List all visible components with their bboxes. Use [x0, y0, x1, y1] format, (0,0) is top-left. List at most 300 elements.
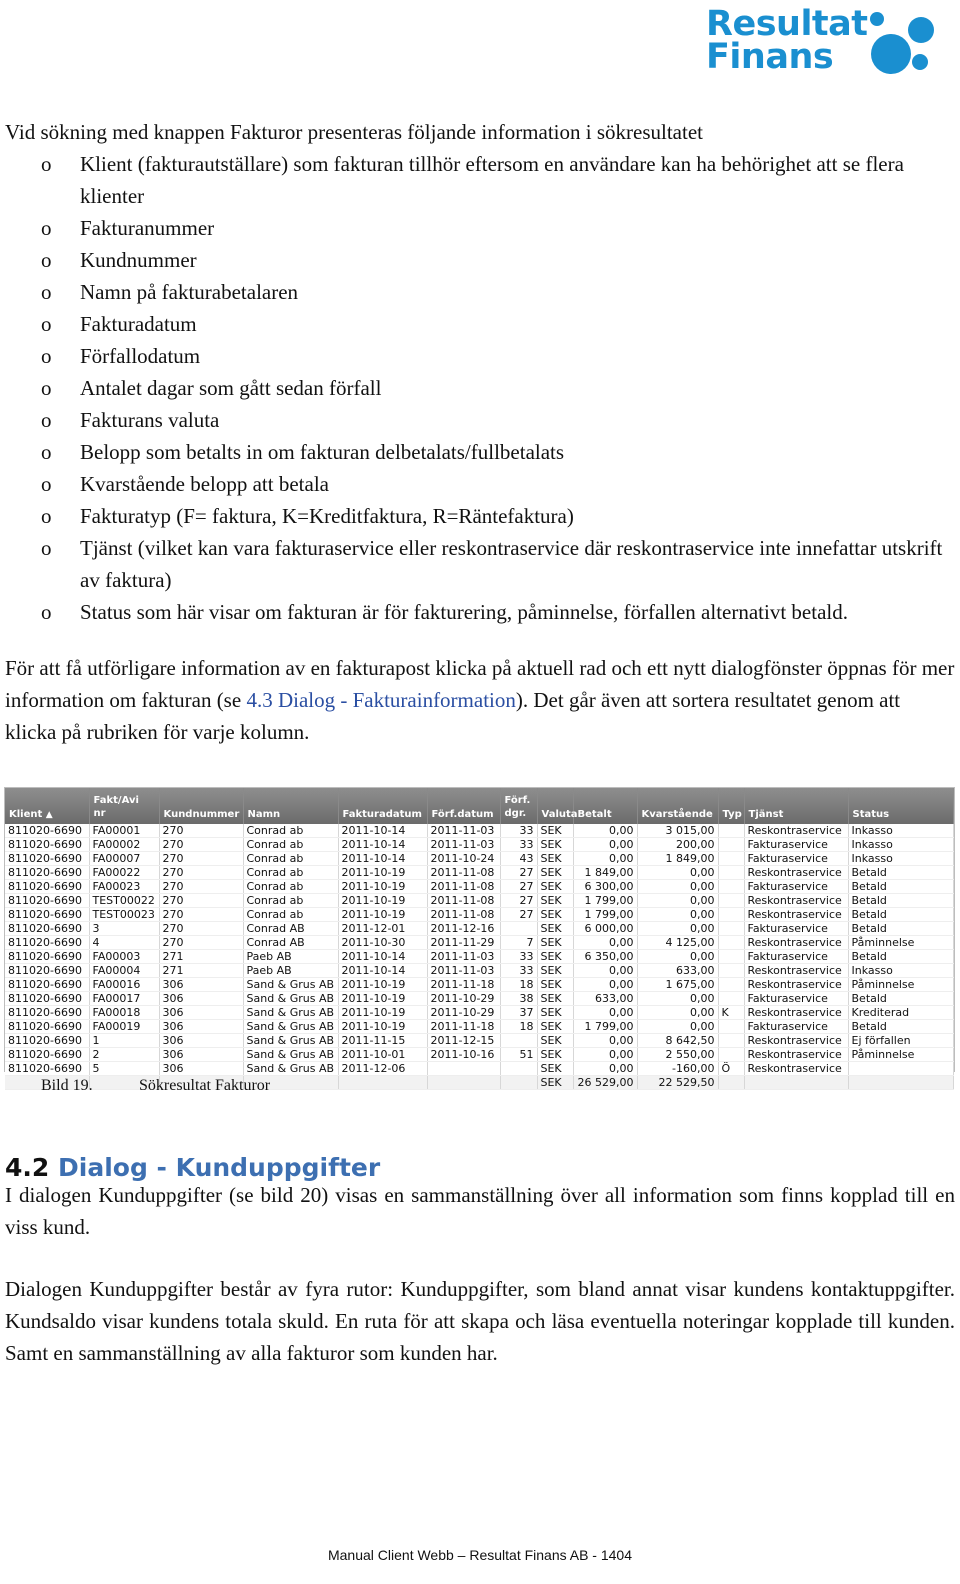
cell-valuta: SEK [537, 908, 573, 922]
cell-betalt: 6 300,00 [573, 880, 637, 894]
cell-forf-datum: 2011-12-16 [427, 922, 500, 936]
list-item-text: Fakturatyp (F= faktura, K=Kreditfaktura, R=Räntefaktura) [80, 504, 574, 528]
cell-forf-dgr [500, 1062, 537, 1076]
list-item [5, 340, 955, 372]
col-status-header[interactable]: Status [848, 788, 954, 824]
cell-tjanst: Reskontraservice [744, 1034, 848, 1048]
cell-tjanst: Fakturaservice [744, 1020, 848, 1034]
cell-namn: Conrad ab [243, 880, 338, 894]
cell-forf-dgr: 7 [500, 936, 537, 950]
cell-valuta: SEK [537, 1048, 573, 1062]
cell-valuta: SEK [537, 1034, 573, 1048]
table-row[interactable] [5, 1006, 954, 1020]
cell-fakturadatum: 2011-11-15 [338, 1034, 427, 1048]
cell-typ [718, 894, 744, 908]
cell-fakturadatum: 2011-10-14 [338, 950, 427, 964]
cell-valuta: SEK [537, 964, 573, 978]
cell-kvarstaende: 0,00 [637, 1020, 718, 1034]
cell-forf-dgr: 43 [500, 852, 537, 866]
cell-kundnummer: 306 [159, 1048, 243, 1062]
cell-kvarstaende: 0,00 [637, 908, 718, 922]
table-row[interactable] [5, 824, 954, 838]
col-betalt-header[interactable]: Betalt [573, 788, 637, 824]
sum-empty-cell [744, 1076, 848, 1090]
cell-kundnummer: 306 [159, 1006, 243, 1020]
cell-kundnummer: 306 [159, 978, 243, 992]
cell-namn: Paeb AB [243, 964, 338, 978]
cell-kvarstaende: 633,00 [637, 964, 718, 978]
cell-betalt: 1 799,00 [573, 894, 637, 908]
cell-typ [718, 936, 744, 950]
cell-klient: 811020-6690 [5, 978, 89, 992]
cell-forf-dgr: 27 [500, 880, 537, 894]
cell-kvarstaende: 2 550,00 [637, 1048, 718, 1062]
cell-klient: 811020-6690 [5, 1006, 89, 1020]
section-heading [5, 1153, 380, 1182]
cell-valuta: SEK [537, 1062, 573, 1076]
col-fakturadatum-header[interactable]: Fakturadatum [338, 788, 427, 824]
cell-forf-dgr: 37 [500, 1006, 537, 1020]
col-klient-header[interactable]: Klient ▲ [5, 788, 89, 824]
cell-betalt: 1 799,00 [573, 1020, 637, 1034]
cell-namn: Sand & Grus AB [243, 1034, 338, 1048]
para2-after: ). Det går även att sortera resultatet genom att klicka på rubriken för varje kolumn. [5, 688, 901, 744]
cell-forf-dgr: 27 [500, 894, 537, 908]
table-row[interactable] [5, 866, 954, 880]
bullet-marker: o [41, 376, 52, 400]
cell-klient: 811020-6690 [5, 1034, 89, 1048]
cell-fakturadatum: 2011-10-14 [338, 964, 427, 978]
list-item-text: Belopp som betalts in om fakturan delbetalats/fullbetalats [80, 440, 565, 464]
cell-betalt: 0,00 [573, 824, 637, 838]
cell-valuta: SEK [537, 1020, 573, 1034]
cell-tjanst: Reskontraservice [744, 866, 848, 880]
list-item [5, 148, 955, 212]
cell-forf-dgr: 27 [500, 908, 537, 922]
sum-empty-cell [338, 1076, 427, 1090]
cell-kundnummer: 306 [159, 992, 243, 1006]
cell-valuta: SEK [537, 992, 573, 1006]
cell-namn: Conrad AB [243, 922, 338, 936]
list-item-text: Kvarstående belopp att betala [80, 472, 329, 496]
cell-fakt-nr: FA00019 [89, 1020, 159, 1034]
cell-kvarstaende: 0,00 [637, 950, 718, 964]
cell-forf-datum: 2011-11-18 [427, 978, 500, 992]
sum-kvarstaende: 22 529,50 [637, 1076, 718, 1090]
cell-status: Betald [848, 950, 954, 964]
cell-valuta: SEK [537, 838, 573, 852]
cell-forf-datum [427, 1062, 500, 1076]
cell-typ [718, 1048, 744, 1062]
cell-tjanst: Fakturaservice [744, 880, 848, 894]
cell-tjanst: Reskontraservice [744, 894, 848, 908]
list-item [5, 468, 955, 500]
list-item-text: Fakturans valuta [80, 408, 220, 432]
table-row[interactable] [5, 1062, 954, 1076]
cell-klient: 811020-6690 [5, 908, 89, 922]
company-logo [706, 4, 938, 77]
cell-namn: Sand & Grus AB [243, 978, 338, 992]
cell-kvarstaende: 3 015,00 [637, 824, 718, 838]
cell-fakt-nr: TEST00023 [89, 908, 159, 922]
cell-status: Betald [848, 866, 954, 880]
cell-forf-dgr: 33 [500, 964, 537, 978]
sum-betalt: 26 529,00 [573, 1076, 637, 1090]
cell-valuta: SEK [537, 824, 573, 838]
cell-namn: Conrad AB [243, 936, 338, 950]
cell-status: Betald [848, 922, 954, 936]
cell-valuta: SEK [537, 950, 573, 964]
list-item-text: Status som här visar om fakturan är för fakturering, påminnelse, förfallen alternativt betald. [80, 600, 848, 624]
bullet-marker: o [41, 408, 52, 432]
cell-fakturadatum: 2011-10-19 [338, 978, 427, 992]
cell-namn: Conrad ab [243, 852, 338, 866]
logo-line-2: Finans [706, 37, 834, 77]
section-title: Dialog - Kunduppgifter [58, 1153, 381, 1182]
cell-tjanst: Reskontraservice [744, 1006, 848, 1020]
bullet-marker: o [41, 600, 52, 624]
cell-betalt: 0,00 [573, 852, 637, 866]
col-forfdatum-header[interactable]: Förf.datum [427, 788, 500, 824]
cell-typ [718, 1020, 744, 1034]
cell-namn: Conrad ab [243, 866, 338, 880]
cell-status: Påminnelse [848, 978, 954, 992]
cell-betalt: 0,00 [573, 936, 637, 950]
table-header-row [5, 788, 954, 824]
bullet-marker: o [41, 472, 52, 496]
cell-fakt-nr: 5 [89, 1062, 159, 1076]
bullet-marker: o [41, 440, 52, 464]
cell-kundnummer: 306 [159, 1020, 243, 1034]
cell-typ [718, 1034, 744, 1048]
cell-typ [718, 838, 744, 852]
bullet-marker: o [41, 152, 52, 176]
col-tjanst-header[interactable]: Tjänst [744, 788, 848, 824]
cell-klient: 811020-6690 [5, 880, 89, 894]
cell-fakt-nr: TEST00022 [89, 894, 159, 908]
cell-fakt-nr: FA00023 [89, 880, 159, 894]
cell-kvarstaende: 1 675,00 [637, 978, 718, 992]
cell-fakt-nr: 4 [89, 936, 159, 950]
cell-forf-datum: 2011-11-29 [427, 936, 500, 950]
cell-status: Ej förfallen [848, 1034, 954, 1048]
cell-tjanst: Reskontraservice [744, 978, 848, 992]
cell-kvarstaende: 0,00 [637, 866, 718, 880]
col-faktnr-header[interactable]: Fakt/Avi nr [89, 788, 159, 824]
table-row[interactable] [5, 1020, 954, 1034]
cell-betalt: 0,00 [573, 1034, 637, 1048]
cell-fakturadatum: 2011-10-01 [338, 1048, 427, 1062]
col-typ-header[interactable]: Typ [718, 788, 744, 824]
cell-typ: K [718, 1006, 744, 1020]
cell-tjanst: Fakturaservice [744, 852, 848, 866]
list-item-text: Fakturadatum [80, 312, 197, 336]
list-item [5, 212, 955, 244]
cell-betalt: 6 000,00 [573, 922, 637, 936]
sum-valuta: SEK [537, 1076, 573, 1090]
cell-status: Betald [848, 894, 954, 908]
cell-forf-datum: 2011-10-24 [427, 852, 500, 866]
cell-kundnummer: 270 [159, 824, 243, 838]
cell-fakturadatum: 2011-10-30 [338, 936, 427, 950]
cell-fakt-nr: FA00018 [89, 1006, 159, 1020]
cell-forf-datum: 2011-10-29 [427, 992, 500, 1006]
table-row[interactable] [5, 908, 954, 922]
table-row[interactable] [5, 950, 954, 964]
sum-empty-cell [427, 1076, 500, 1090]
cell-kundnummer: 270 [159, 880, 243, 894]
cell-typ [718, 922, 744, 936]
bullet-marker: o [41, 216, 52, 240]
bullet-marker: o [41, 280, 52, 304]
figure-caption [41, 1077, 271, 1095]
cell-forf-datum: 2011-11-18 [427, 1020, 500, 1034]
cell-klient: 811020-6690 [5, 964, 89, 978]
cell-fakt-nr: 2 [89, 1048, 159, 1062]
cell-typ [718, 950, 744, 964]
cell-namn: Conrad ab [243, 824, 338, 838]
cell-fakt-nr: FA00022 [89, 866, 159, 880]
cell-status: Inkasso [848, 824, 954, 838]
table-row[interactable] [5, 838, 954, 852]
table-row[interactable] [5, 992, 954, 1006]
logo-dots-icon [864, 10, 936, 74]
col-namn-header[interactable]: Namn [243, 788, 338, 824]
cell-status: Påminnelse [848, 1048, 954, 1062]
cell-forf-datum: 2011-10-29 [427, 1006, 500, 1020]
sum-empty-cell [848, 1076, 954, 1090]
cell-fakt-nr: FA00007 [89, 852, 159, 866]
cell-fakturadatum: 2011-10-14 [338, 852, 427, 866]
table-row[interactable] [5, 1048, 954, 1062]
cell-typ [718, 908, 744, 922]
cell-fakturadatum: 2011-12-01 [338, 922, 427, 936]
cell-betalt: 0,00 [573, 1006, 637, 1020]
cell-klient: 811020-6690 [5, 1048, 89, 1062]
cell-tjanst: Reskontraservice [744, 908, 848, 922]
cell-tjanst: Fakturaservice [744, 950, 848, 964]
cell-fakturadatum: 2011-10-19 [338, 992, 427, 1006]
cell-forf-dgr: 33 [500, 950, 537, 964]
cell-fakt-nr: FA00003 [89, 950, 159, 964]
caption-label: Bild 19. [41, 1077, 93, 1094]
bullet-marker: o [41, 344, 52, 368]
cell-fakturadatum: 2011-10-19 [338, 908, 427, 922]
cell-valuta: SEK [537, 894, 573, 908]
cell-typ [718, 978, 744, 992]
col-kundnummer-header[interactable]: Kundnummer [159, 788, 243, 824]
cell-namn: Conrad ab [243, 894, 338, 908]
cell-forf-datum: 2011-11-03 [427, 824, 500, 838]
cell-kvarstaende: 0,00 [637, 922, 718, 936]
cell-valuta: SEK [537, 880, 573, 894]
cell-tjanst: Fakturaservice [744, 992, 848, 1006]
cell-klient: 811020-6690 [5, 1020, 89, 1034]
cell-kvarstaende: 0,00 [637, 894, 718, 908]
cell-kundnummer: 270 [159, 922, 243, 936]
intro-text: Vid sökning med knappen Fakturor presenteras följande information i sökresultatet [5, 120, 703, 144]
cell-tjanst: Reskontraservice [744, 1062, 848, 1076]
list-item [5, 308, 955, 340]
cell-klient: 811020-6690 [5, 950, 89, 964]
cell-forf-dgr: 27 [500, 866, 537, 880]
list-item [5, 532, 955, 596]
table-row[interactable] [5, 894, 954, 908]
cell-fakt-nr: FA00004 [89, 964, 159, 978]
cell-forf-datum: 2011-10-16 [427, 1048, 500, 1062]
cell-forf-dgr: 18 [500, 978, 537, 992]
list-item [5, 436, 955, 468]
cell-forf-dgr: 51 [500, 1048, 537, 1062]
cell-tjanst: Fakturaservice [744, 838, 848, 852]
cell-klient: 811020-6690 [5, 866, 89, 880]
cell-klient: 811020-6690 [5, 838, 89, 852]
cell-kvarstaende: 1 849,00 [637, 852, 718, 866]
cell-fakturadatum: 2011-10-14 [338, 824, 427, 838]
logo-wordmark [706, 4, 868, 77]
list-item-text: Namn på fakturabetalaren [80, 280, 299, 304]
cell-fakt-nr: 3 [89, 922, 159, 936]
section-number: 4.2 [5, 1153, 50, 1182]
cell-forf-dgr: 38 [500, 992, 537, 1006]
cell-typ [718, 964, 744, 978]
cell-fakt-nr: FA00016 [89, 978, 159, 992]
list-item [5, 244, 955, 276]
cell-fakturadatum: 2011-10-19 [338, 866, 427, 880]
cell-forf-datum: 2011-11-08 [427, 866, 500, 880]
cell-betalt: 633,00 [573, 992, 637, 1006]
cell-forf-dgr: 33 [500, 824, 537, 838]
cell-forf-datum: 2011-11-08 [427, 908, 500, 922]
logo-line-1: Resultat [706, 4, 868, 44]
cell-valuta: SEK [537, 1006, 573, 1020]
cell-typ: Ö [718, 1062, 744, 1076]
list-item [5, 500, 955, 532]
cell-forf-dgr: 33 [500, 838, 537, 852]
cell-forf-datum: 2011-11-03 [427, 838, 500, 852]
bullet-marker: o [41, 248, 52, 272]
faktura-info-link[interactable]: 4.3 Dialog - Fakturainformation [246, 688, 516, 712]
cell-namn: Sand & Grus AB [243, 1020, 338, 1034]
cell-forf-datum: 2011-11-03 [427, 964, 500, 978]
cell-kundnummer: 306 [159, 1034, 243, 1048]
cell-status: Inkasso [848, 852, 954, 866]
cell-typ [718, 992, 744, 1006]
cell-betalt: 0,00 [573, 838, 637, 852]
cell-namn: Conrad ab [243, 908, 338, 922]
list-item [5, 404, 955, 436]
cell-betalt: 1 849,00 [573, 866, 637, 880]
cell-fakt-nr: FA00001 [89, 824, 159, 838]
cell-valuta: SEK [537, 936, 573, 950]
cell-namn: Sand & Grus AB [243, 1048, 338, 1062]
table-row[interactable] [5, 852, 954, 866]
cell-valuta: SEK [537, 866, 573, 880]
cell-kundnummer: 271 [159, 964, 243, 978]
bullet-marker: o [41, 312, 52, 336]
kunduppgifter-intro: I dialogen Kunduppgifter (se bild 20) visas en sammanställning över all information som finns kopplad till en viss kund. [5, 1183, 955, 1239]
cell-namn: Sand & Grus AB [243, 1006, 338, 1020]
cell-status: Betald [848, 908, 954, 922]
list-item-text: Tjänst (vilket kan vara fakturaservice eller reskontraservice där reskontraservice inte innefattar utskrift av faktura) [80, 536, 943, 592]
cell-kundnummer: 270 [159, 894, 243, 908]
cell-status: Påminnelse [848, 936, 954, 950]
cell-tjanst: Reskontraservice [744, 1048, 848, 1062]
sort-up-icon: ▲ [45, 810, 53, 820]
cell-klient: 811020-6690 [5, 922, 89, 936]
cell-tjanst: Reskontraservice [744, 936, 848, 950]
cell-kvarstaende: 8 642,50 [637, 1034, 718, 1048]
table-row[interactable] [5, 922, 954, 936]
sum-empty-cell [718, 1076, 744, 1090]
cell-forf-datum: 2011-12-15 [427, 1034, 500, 1048]
table-row[interactable] [5, 880, 954, 894]
cell-fakturadatum: 2011-10-19 [338, 1020, 427, 1034]
cell-betalt: 0,00 [573, 1062, 637, 1076]
cell-forf-dgr [500, 1034, 537, 1048]
cell-betalt: 0,00 [573, 978, 637, 992]
list-item [5, 372, 955, 404]
list-item [5, 276, 955, 308]
cell-namn: Sand & Grus AB [243, 1062, 338, 1076]
cell-fakt-nr: 1 [89, 1034, 159, 1048]
cell-kundnummer: 270 [159, 866, 243, 880]
cell-fakt-nr: FA00017 [89, 992, 159, 1006]
cell-kvarstaende: 0,00 [637, 880, 718, 894]
table-row[interactable] [5, 964, 954, 978]
table-row[interactable] [5, 1034, 954, 1048]
cell-klient: 811020-6690 [5, 824, 89, 838]
col-forfdgr-header[interactable]: Förf. dgr. [500, 788, 537, 824]
table-row[interactable] [5, 978, 954, 992]
list-item-text: Förfallodatum [80, 344, 201, 368]
cell-forf-datum: 2011-11-03 [427, 950, 500, 964]
col-kvarstaende-header[interactable]: Kvarstående [637, 788, 718, 824]
page-footer: Manual Client Webb – Resultat Finans AB - 1404 [327, 1547, 633, 1563]
bullet-marker: o [41, 536, 52, 560]
list-item [5, 596, 955, 628]
cell-fakt-nr: FA00002 [89, 838, 159, 852]
table-row[interactable] [5, 936, 954, 950]
cell-forf-datum: 2011-11-08 [427, 880, 500, 894]
kunduppgifter-description: Dialogen Kunduppgifter består av fyra rutor: Kunduppgifter, som bland annat visar kundens kontaktuppgifter. Kundsaldo visar kundens totala skuld. En ruta för att skapa och läsa eventuella noteringar kopplade till kunden. Samt en sammanställning av alla fakturor som kunden har. [5, 1277, 955, 1365]
cell-klient: 811020-6690 [5, 936, 89, 950]
cell-betalt: 0,00 [573, 1048, 637, 1062]
cell-betalt: 6 350,00 [573, 950, 637, 964]
cell-typ [718, 866, 744, 880]
cell-kundnummer: 270 [159, 936, 243, 950]
cell-fakturadatum: 2011-10-19 [338, 1006, 427, 1020]
cell-forf-dgr: 18 [500, 1020, 537, 1034]
cell-kvarstaende: -160,00 [637, 1062, 718, 1076]
cell-fakturadatum: 2011-10-19 [338, 894, 427, 908]
cell-kundnummer: 270 [159, 838, 243, 852]
list-item-text: Kundnummer [80, 248, 197, 272]
cell-klient: 811020-6690 [5, 992, 89, 1006]
cell-tjanst: Fakturaservice [744, 922, 848, 936]
cell-status: Krediterad [848, 1006, 954, 1020]
cell-kvarstaende: 0,00 [637, 992, 718, 1006]
cell-fakturadatum: 2011-12-06 [338, 1062, 427, 1076]
cell-valuta: SEK [537, 978, 573, 992]
cell-betalt: 1 799,00 [573, 908, 637, 922]
cell-valuta: SEK [537, 922, 573, 936]
cell-kvarstaende: 0,00 [637, 1006, 718, 1020]
cell-forf-dgr [500, 922, 537, 936]
cell-fakturadatum: 2011-10-19 [338, 880, 427, 894]
cell-status: Inkasso [848, 838, 954, 852]
col-valuta-header[interactable]: Valuta [537, 788, 573, 824]
